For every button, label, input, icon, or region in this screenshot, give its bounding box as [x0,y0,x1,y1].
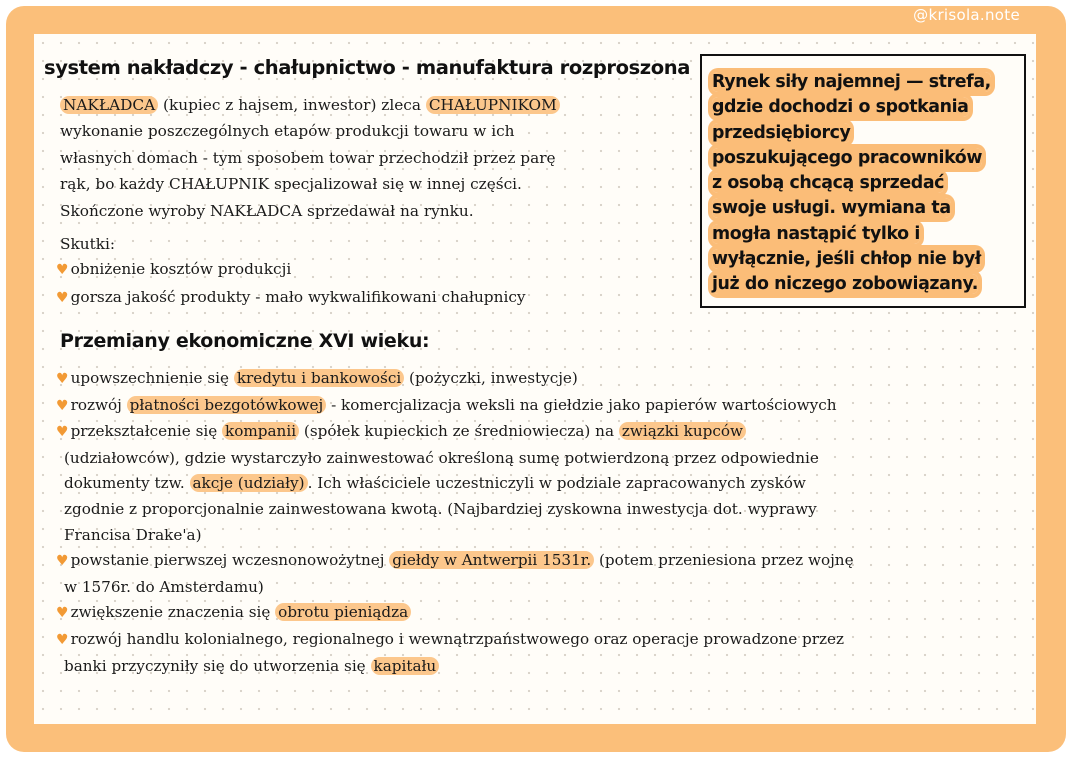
intro-text: Skończone wyroby NAKŁADCA sprzedawał na rynku. [60,201,474,220]
list-item: ♥ upowszechnienie się kredytu i bankowości (pożyczki, inwestycje) [56,369,578,387]
intro-paragraph [60,92,690,224]
intro-text: własnych domach - tym sposobem towar przechodził przez parę [60,148,556,167]
heart-icon: ♥ [56,397,69,414]
highlight: związki kupców [619,422,746,440]
page-title: system nakładczy - chałupnictwo - manufaktura rozproszona [44,56,690,79]
intro-text: (kupiec z hajsem, inwestor) zleca [158,96,426,114]
market-definition-text: Rynek siły najemnej — strefa, gdzie dochodzi o spotkania przedsiębiorcy poszukującego pracowników z osobą chcącą sprzedać swoje usługi. wymiana ta mogła nastąpić tylko i wyłącznie, jeśli chłop nie był już do niczego zobowiązany. [712,72,991,295]
highlight: akcje (udziały) [190,474,308,492]
highlight: płatności bezgotówkowej [127,396,327,414]
economic-changes-list [56,366,1016,679]
highlight-chalupnikom: CHAŁUPNIKOM [426,96,560,114]
highlight: kredytu i bankowości [234,369,404,387]
list-item: ♥ zwiększenie znaczenia się obrotu pieniądza [56,600,1016,627]
watermark: @krisola.note [913,6,1020,24]
intro-text: rąk, bo każdy CHAŁUPNIK specjalizował się w innej części. [60,175,522,194]
highlight: obrotu pieniądza [275,603,411,621]
heart-icon: ♥ [56,553,69,570]
intro-text: wykonanie poszczególnych etapów produkcji towaru w ich [60,122,515,141]
list-item: ♥ gorsza jakość produkty - mało wykwalifikowani chałupnicy [56,288,526,306]
heart-icon: ♥ [56,605,69,622]
section-title: Przemiany ekonomiczne XVI wieku: [60,330,430,352]
heart-icon: ♥ [56,371,69,387]
effects-label: Skutki: [60,235,116,253]
market-definition-box [700,54,1026,308]
highlight-nakladca: NAKŁADCA [60,96,158,114]
list-item: ♥ rozwój handlu kolonialnego, regionalnego i wewnątrzpaństwowego oraz operacje prowadzone przez banki przyczyniły się do utworzenia się kapitału [56,629,845,675]
highlight: kompanii [222,422,299,440]
list-item: ♥ przekształcenie się kompanii (spółek kupieckich ze średniowiecza) na związki kupców (udziałowców), gdzie wystarczyło zainwestować określoną sumę potwierdzoną przez odpowiednie dokumenty tzw. akcje (udziały) . Ich właściciele uczestniczyli w podziale zapracowanych zysków zgodnie z proporcjonalnie zainwestowana kwotą. (Najbardziej zyskowna inwestycja dot. wyprawy Francisa Drake'a) [56,422,819,544]
effects-list [56,256,526,312]
list-item: ♥ obniżenie kosztów produkcji [56,260,292,278]
list-item: ♥ rozwój płatności bezgotówkowej - komercjalizacja weksli na giełdzie jako papierów wartościowych [56,395,837,414]
heart-icon: ♥ [56,290,69,306]
list-item: ♥ powstanie pierwszej wczesnonowożytnej giełdy w Antwerpii 1531r. (potem przeniesiona przez wojnę w 1576r. do Amsterdamu) [56,551,854,596]
highlight: kapitału [371,657,440,675]
heart-icon: ♥ [56,262,69,278]
highlight: giełdy w Antwerpii 1531r. [389,551,594,569]
heart-icon: ♥ [56,424,69,441]
heart-icon: ♥ [56,631,69,648]
